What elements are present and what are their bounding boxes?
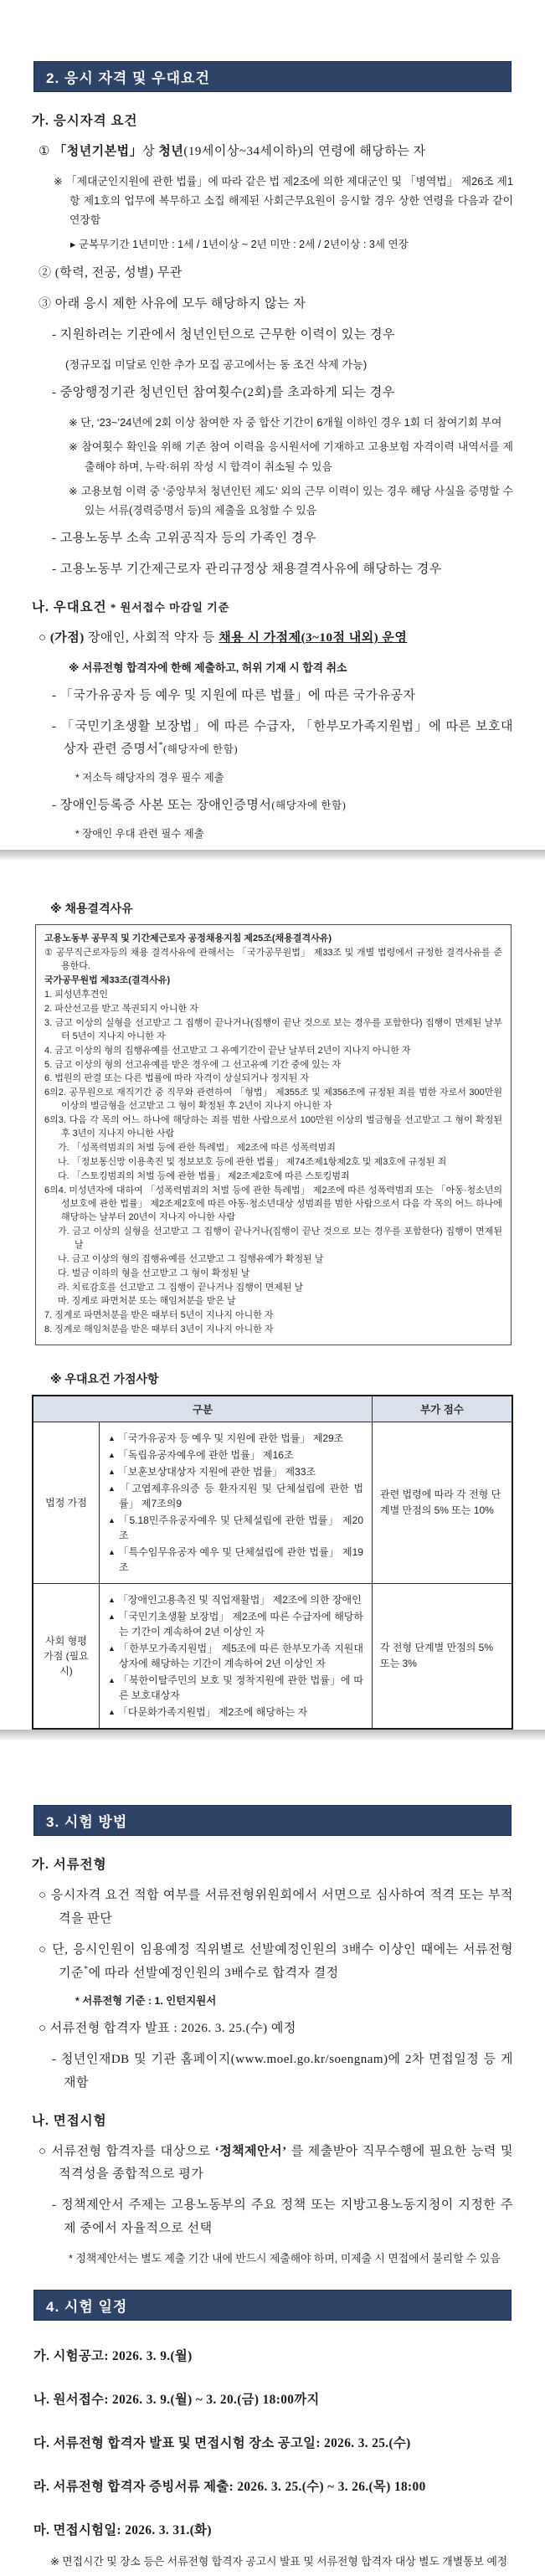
section-banner-4: 4. 시험 일정 <box>33 2290 512 2321</box>
screening-clause: ○ 서류전형 합격자 발표 : 2026. 3. 25.(수) 예정 <box>39 2022 296 2036</box>
list-item <box>108 1464 363 1479</box>
table-header-row <box>33 1396 512 1422</box>
screening-clause: ○ 응시자격 요건 적합 여부를 서류전형위원회에서 서면으로 심사하여 적격 또는 부적격을 판단 <box>39 1889 513 1926</box>
list-item <box>108 1641 363 1671</box>
clause-line: 가. 금고 이상의 실형을 선고받고 그 집행이 끝나거나(집행이 끝난 것으로 보는 경우를 포함한다) 집행이 면제된 날 <box>58 1226 502 1250</box>
section-banner-2: 2. 응시 자격 및 우대요건 <box>33 61 512 92</box>
list-item <box>108 1592 363 1607</box>
list-item-text: 「독립유공자예우에 관한 법률」 제16조 <box>117 1449 294 1462</box>
footnote: * 장애인 우대 관련 필수 제출 <box>75 828 204 841</box>
triangle-bullet-icon: ▲ <box>108 1708 116 1717</box>
items-cell <box>100 1584 373 1730</box>
clause-line: 나. 금고 이상의 형의 집행유예를 선고받고 그 집행유예가 확정된 날 <box>58 1253 324 1264</box>
list-item-text: 「특수임무유공자 예우 및 단체설립에 관한 법률」 제19조 <box>118 1546 363 1574</box>
preference-points-title: ※ 우대요건 가점사항 <box>50 1372 159 1386</box>
footnote: * 서류전형 기준 : 1. 인턴지원서 <box>75 1995 217 2008</box>
clause-line: 5. 금고 이상의 형의 선고유예를 받은 경우에 그 선고유예 기간 중에 있는 자 <box>44 1059 341 1070</box>
sub-bullet: ▸ 군복무기간 1년미만 : 1세 / 1년이상 ~ 2년 미만 : 2세 / 2년이상 : 3세 연장 <box>70 238 409 250</box>
preference-clause: ○ (가점) 장애인, 사회적 약자 등 채용 시 가점제(3~10점 내외) 운영 <box>39 630 408 645</box>
list-item-text: 「북한이탈주민의 보호 및 정착지원에 관한 법률」에 따른 보호대상자 <box>118 1674 363 1702</box>
triangle-bullet-icon: ▲ <box>108 1644 116 1653</box>
page-separator <box>0 850 545 860</box>
list-item-text: 「국가유공자 등 예우 및 지원에 관한 법률」 제29조 <box>117 1432 344 1445</box>
subsection-title-a: 가. 응시자격 요건 <box>32 114 138 128</box>
clause-line: 6의3. 다음 각 목의 어느 하나에 해당하는 죄를 범한 사람으로서 100만원 이상의 벌금형을 선고받고 그 형이 확정된 후 3년이 지나지 아니한 사람 <box>44 1115 502 1139</box>
triangle-bullet-icon: ▲ <box>108 1468 116 1477</box>
screening-clause: ○ 단, 응시인원이 임용예정 직위별로 선발예정인원의 3배수 이상인 때에는 서류전형 기준*에 따라 선발예정인원의 3배수로 합격자 결정 <box>39 1942 513 1980</box>
clause-line: 3. 금고 이상의 실형을 선고받고 그 집행이 끝나거나(집행이 끝난 것으로 보는 경우를 포함한다) 집행이 면제된 날부터 5년이 지나지 아니한 자 <box>44 1017 502 1041</box>
clause-line: 마. 징계로 파면처분 또는 해임처분을 받은 날 <box>58 1296 236 1307</box>
clause-line: 다. 벌금 이하의 형을 선고받고 그 형이 확정된 날 <box>58 1267 250 1278</box>
column-header-category: 구분 <box>33 1396 373 1422</box>
footnote: * 저소득 해당자의 경우 필수 제출 <box>75 772 224 784</box>
clause-line: 7. 징계로 파면처분을 받은 때부터 5년이 지나지 아니한 자 <box>44 1310 274 1321</box>
table-row <box>33 1584 512 1730</box>
clause-line: 6의2. 공무원으로 재직기간 중 직무와 관련하여 「형법」 제355조 및 제356조에 규정된 죄를 범한 자로서 300만원 이상의 벌금형을 선고받고 그 형이 확정된 후 2년이 지나지 아니한 자 <box>44 1087 502 1112</box>
page-1 <box>0 0 545 843</box>
list-item-text: 「5.18민주유공자예우 및 단체설립에 관한 법률」 제20조 <box>118 1514 363 1542</box>
note: ※ 「제대군인지원에 관한 법률」에 따라 같은 법 제2조에 의한 제대군인 및 「병역법」 제26조 제1항 제1호의 업무에 복무하고 소집 해제된 사회근무요원이 응시할 경우 상한 연령을 다음과 같이 연장함 <box>54 174 513 227</box>
subsection-title-b: 나. 우대요건 * 원서접수 마감일 기준 <box>32 599 230 614</box>
clause-1: ① 「청년기본법」상 청년(19세이상~34세이하)의 연령에 해당하는 자 <box>39 145 426 158</box>
clause-2: ② (학력, 전공, 성별) 무관 <box>39 266 183 280</box>
screening-detail: - 청년인재DB 및 기관 홈페이지(www.moel.go.kr/soengnam)에 2차 면접일정 등 게재함 <box>52 2053 513 2090</box>
list-item-text: 「한부모가족지원법」 제5조에 따른 한부모가족 지원대상자에 해당하는 기간이 계속하여 2년 이상인 자 <box>118 1643 363 1670</box>
column-header-score: 부가 점수 <box>373 1396 513 1422</box>
table-row <box>33 1422 512 1584</box>
subsection-title-a: 가. 서류전형 <box>32 1858 107 1873</box>
note: ※ 단, ‘23~’24년에 2회 이상 참여한 자 중 합산 기간이 6개월 이하인 경우 1회 더 참여기회 부여 <box>69 416 502 429</box>
triangle-bullet-icon: ▲ <box>108 1612 116 1622</box>
list-item <box>108 1609 363 1639</box>
clause-line: 4. 금고 이상의 형의 집행유예를 선고받고 그 유예기간이 끝난 날부터 2년이 지나지 아니한 자 <box>44 1045 411 1056</box>
list-item <box>108 1545 363 1575</box>
list-item <box>108 1447 363 1463</box>
list-item <box>108 1431 363 1446</box>
schedule-note: ※ 면접시간 및 장소 등은 서류전형 합격자 공고시 발표 및 서류전형 합격자 대상 별도 개별통보 예정 <box>50 2554 508 2568</box>
triangle-bullet-icon: ▲ <box>108 1484 118 1494</box>
score-cell: 관련 법령에 따라 각 전형 단계별 만점의 5% 또는 10% <box>373 1422 513 1584</box>
note: ※ 서류전형 합격자에 한해 제출하고, 허위 기재 시 합격 취소 <box>69 661 347 674</box>
schedule-line: 마. 면접시험일: 2026. 3. 31.(화) <box>33 2522 212 2537</box>
clause-line: 2. 파산선고를 받고 복권되지 아니한 자 <box>44 1003 198 1014</box>
clause-line: 라. 치료감호를 선고받고 그 집행이 끝나거나 집행이 면제된 날 <box>58 1282 304 1293</box>
category-cell: 사회 형평 가점 (필요시) <box>33 1584 100 1730</box>
list-item <box>108 1481 363 1511</box>
clause-line: 다. 「스토킹범죄의 처벌 등에 관한 법률」 제2조제2호에 따른 스토킹범죄 <box>58 1171 350 1182</box>
page-2 <box>0 860 545 1730</box>
preference-item: - 「국민기초생활 보장법」에 따른 수급자, 「한부모가족지원법」에 따른 보호대상자 관련 증명서*(해당자에 한함) <box>52 719 513 757</box>
clause-line: 가. 「성폭력범죄의 처벌 등에 관한 특례법」 제2조에 따른 성폭력범죄 <box>58 1143 336 1154</box>
page-separator <box>0 1730 545 1740</box>
list-item <box>108 1513 363 1543</box>
list-item-text: 「다문화가족지원법」 제2조에 해당하는 자 <box>117 1706 308 1719</box>
note: ※ 참여횟수 확인을 위해 기존 참여 이력을 응시원서에 기재하고 고용보험 자격이력 내역서를 제출해야 하며, 누락·허위 작성 시 합격이 취소될 수 있음 <box>69 440 513 473</box>
items-cell <box>100 1422 373 1584</box>
clause-line: 6의4. 미성년자에 대하여 「성폭력범죄의 처벌 등에 관한 특례법」 제2조에 따른 성폭력범죄 또는 「아동·청소년의 성보호에 관한 법률」 제2조제2호에 따른 아동·청소년대상 성범죄를 범한 사람으로서 다음 각 목의 어느 하나에 해당하는 날부터 20년이 지나지 아니한 사람 <box>44 1185 502 1222</box>
clause-line: 국가공무원법 제33조(결격사유) <box>44 974 171 985</box>
list-item-text: 「보훈보상대상자 지원에 관한 법률」 제33조 <box>117 1466 316 1478</box>
list-item <box>108 1673 363 1703</box>
list-item-text: 「장애인고용촉진 및 직업재활법」 제2조에 의한 장애인 <box>117 1594 362 1607</box>
clause-line: 8. 징계로 해임처분을 받은 때부터 3년이 지나지 아니한 자 <box>44 1324 274 1335</box>
restriction-item: - 지원하려는 기관에서 청년인턴으로 근무한 이력이 있는 경우 <box>52 327 395 342</box>
interview-detail: - 정책제안서 주제는 고용노동부의 주요 정책 또는 지방고용노동지청이 지정한 주제 중에서 자율적으로 선택 <box>52 2198 513 2235</box>
clause-line: 6. 법원의 판결 또는 다른 법률에 따라 자격이 상실되거나 정지된 자 <box>44 1073 310 1084</box>
list-item-text: 「국민기초생활 보장법」 제2조에 따른 수급자에 해당하는 기간이 계속하여 2년 이상인 자 <box>118 1611 363 1638</box>
subsection-title-b: 나. 면접시험 <box>32 2113 107 2128</box>
triangle-bullet-icon: ▲ <box>108 1596 116 1605</box>
clause-line: 고용노동부 공무직 및 기간제근로자 공정채용지침 제25조(채용결격사유) <box>44 933 332 944</box>
clause-line: ① 공무직근로자등의 채용 결격사유에 관해서는 「국가공무원법」 제33조 및 개별 법령에서 규정한 결격사유를 준용한다. <box>44 948 502 971</box>
triangle-bullet-icon: ▲ <box>108 1516 116 1525</box>
restriction-item: - 중앙행정기관 청년인턴 참여횟수(2회)를 초과하게 되는 경우 <box>52 386 395 400</box>
disqualification-box <box>35 924 512 1345</box>
footnote: * 정책제안서는 별도 제출 기간 내에 반드시 제출해야 하며, 미제출 시 면접에서 불리할 수 있음 <box>69 2251 501 2265</box>
section-banner-3: 3. 시험 방법 <box>33 1805 512 1836</box>
interview-clause: ○ 서류전형 합격자를 대상으로 ‘정책제안서’ 를 제출받아 직무수행에 필요한 능력 및 적격성을 종합적으로 평가 <box>39 2144 513 2182</box>
preference-item: - 장애인등록증 사본 또는 장애인증명서(해당자에 한함) <box>52 799 347 813</box>
schedule-line: 다. 서류전형 합격자 발표 및 면접시험 장소 공고일: 2026. 3. 25.(수) <box>33 2435 411 2450</box>
restriction-item-note: (정규모집 미달로 인한 추가 모집 공고에서는 동 조건 삭제 가능) <box>65 357 368 371</box>
schedule-line: 라. 서류전형 합격자 증빙서류 제출: 2026. 3. 25.(수) ~ 3. 26.(목) 18:00 <box>33 2479 426 2494</box>
triangle-bullet-icon: ▲ <box>108 1451 116 1460</box>
disqualification-title: ※ 채용결격사유 <box>50 902 133 916</box>
triangle-bullet-icon: ▲ <box>108 1548 116 1557</box>
schedule-line: 가. 시험공고: 2026. 3. 9.(월) <box>33 2348 193 2363</box>
note: ※ 고용보험 이력 중 ‘중앙부처 청년인턴 제도’ 외의 근무 이력이 있는 경우 해당 사실을 증명할 수 있는 서류(경력증명서 등)의 제출을 요청할 수 있음 <box>69 484 513 517</box>
triangle-bullet-icon: ▲ <box>108 1434 116 1443</box>
restriction-item: - 고용노동부 기간제근로자 관리규정상 채용결격사유에 해당하는 경우 <box>52 563 442 577</box>
preference-points-table <box>32 1395 513 1730</box>
page-3 <box>0 1740 545 2571</box>
score-cell: 각 전형 단계별 만점의 5% 또는 3% <box>373 1584 513 1730</box>
category-cell: 법정 가점 <box>33 1422 100 1584</box>
triangle-bullet-icon: ▲ <box>108 1676 116 1685</box>
preference-item: - 「국가유공자 등 예우 및 지원에 따른 법률」에 따른 국가유공자 <box>52 688 416 702</box>
restriction-item: - 고용노동부 소속 고위공직자 등의 가족인 경우 <box>52 532 316 546</box>
schedule-line: 나. 원서접수: 2026. 3. 9.(월) ~ 3. 20.(금) 18:00까지 <box>33 2392 320 2407</box>
list-item <box>108 1704 363 1720</box>
list-item-text: 「고엽제후유의증 등 환자지원 및 단체설립에 관한 법률」 제7조의9 <box>119 1483 363 1510</box>
clause-3: ③ 아래 응시 제한 사유에 모두 해당하지 않는 자 <box>39 297 306 311</box>
clause-line: 나. 「정보통신망 이용촉진 및 정보보호 등에 관한 법률」 제74조제1항제2호 및 제3호에 규정된 죄 <box>58 1157 447 1168</box>
clause-line: 1. 피성년후견인 <box>44 989 108 1000</box>
